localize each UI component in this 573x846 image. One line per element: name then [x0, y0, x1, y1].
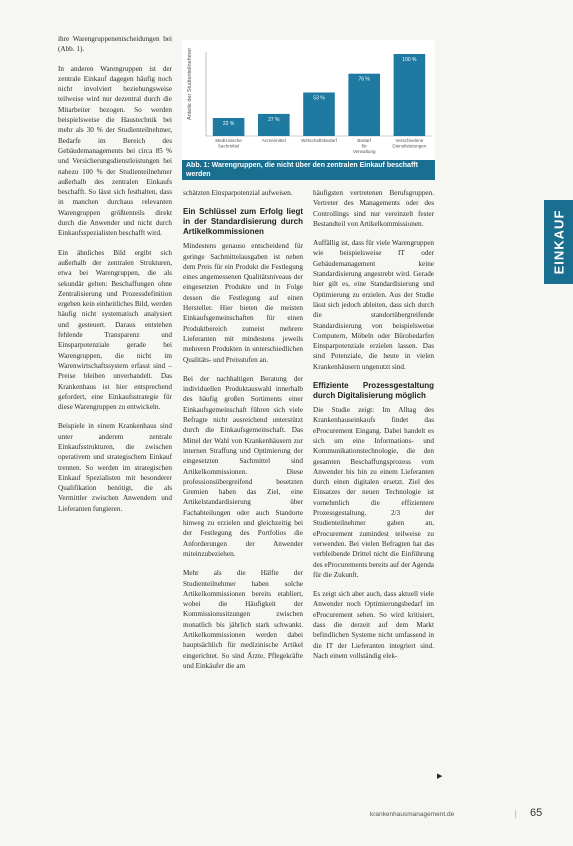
bar-value-label: 27 %: [268, 116, 280, 123]
text-column-left: [58, 34, 172, 523]
bar: [348, 74, 380, 136]
category-tick-label: Bedarf: [357, 138, 371, 143]
text-column-middle: [183, 188, 303, 680]
bar-value-label: 53 %: [313, 95, 325, 102]
bar-value-label: 76 %: [358, 76, 370, 83]
section-tab-label: EINKAUF: [551, 209, 566, 275]
paragraph: Die Studie zeigt: Im Alltag des Krankenhauseinkaufs findet das eProcurement Eingang. Dabei handelt es sich um eine Informations- und Kommunikationstechnologie, die den gesamten Beschaffungsprozess vom Anwender bis hin zu einem Lieferanten durch einen digitalen ersetzt. Ziel des Einsatzes der neuen Technologie ist vornehmlich die effizientere Prozessgestaltung. 2/3 der Studienteilnehmer gaben an, eProcurement zumindest teilweise zu verwenden. Bei vielen Befragten hat das verbleibende Drittel nicht die Einführung des eProcurements bereits auf der Agenda für die Zukunft.: [313, 406, 434, 579]
category-tick-label: für: [361, 143, 367, 149]
text-column-right: [313, 188, 434, 670]
paragraph: Ein ähnliches Bild ergibt sich außerhalb der zentralen Strukturen, etwa bei Warengruppen, die als sekundär gelten: Beschaffungen ohne Zentralisierung und Prozessdefinition ergeben kein einheitliches Bild, werden häufig nicht systematisch analysiert und gesteuert. Daraus entstehen fehlende Transparenz und Einsparpotenziale gerade bei Warengruppen, die nicht im Warenwirtschaftssystem erfasst sind – Preise bleiben unverhandelt. Das Krankenhaus ist hier entsprechend gefordert, eine Einkaufsstrategie für diese Warengruppen zu entwickeln.: [58, 248, 172, 412]
paragraph: Beispiele in einem Krankenhaus sind unter anderem zentrale Einkaufsstrukturen, die zwischen operativem und strategischem Einkauf trennen. So werden im strategischen Einkauf Spezialisten mit besonderer Qualifikation benötigt, die als Vermittler zwischen Anwendern und Lieferanten fungieren.: [58, 422, 172, 513]
paragraph: häufigsten vertretenen Berufsgruppen. Vertreter des Managements oder des Controllings sind nur vereinzelt fester Bestandteil von Artikelkommissionen.: [313, 189, 434, 228]
paragraph: Mindestens genauso entscheidend für geringe Sachmittelausgaben ist neben dem Preis für ein Produkt die Festlegung eines angemessenen Qualitätsniveaus der eingesetzten Produkte und in Folge dessen die Festlegung auf einen Hersteller. Hier bieten die meisten Einkaufsgemeinschaften für einen Produktbereich zumeist mehrere Lieferanten mit mindestens jeweils mehreren Produkten in unterschiedlichen Qualitäts- und Preisstufen an.: [183, 242, 303, 364]
bar-value-label: 100 %: [402, 57, 417, 63]
y-axis-label: Anteile der Studienteilnehmer: [187, 47, 193, 120]
paragraph: Auffällig ist, dass für viele Warengruppen wie beispielsweise IT oder Gebäudemanagement keine Standardisierung angestrebt wird. Gerade hier gilt es, eine Standardisierung und Optimierung zu erzielen. Aus der Studie lässt sich jedoch ableiten, dass sich durch die standortübergreifende Standardisierung von beispielsweise Computern, Möbeln oder Bürobedarfen Einsparpotenziale erzielen lassen. Das sind Potenziale, die heute in vielen Krankenhäusern ungenutzt sind.: [313, 239, 434, 371]
category-tick-label: Sachmittel: [217, 143, 240, 149]
footer-url: krankenhausmanagement.de: [370, 811, 455, 818]
category-tick-label: Verwaltung: [352, 149, 376, 154]
bar: [394, 54, 426, 136]
footer-separator: |: [515, 809, 517, 818]
figure: [182, 40, 435, 180]
paragraph: schätzten Einsparpotenzial aufweisen.: [183, 189, 293, 197]
category-tick-label: Medizinische: [215, 138, 242, 143]
section-heading: Ein Schlüssel zum Erfolg liegt in der Standardisierung durch Artikelkommissionen: [183, 207, 303, 237]
page-number: 65: [530, 807, 543, 819]
category-tick-label: Arzneimittel: [261, 138, 286, 143]
paragraph: Bei der nachhaltigen Beratung der individuellen Produktauswahl innerhalb des häufig großen Sortiments einer Einkaufsgemeinschaft führen sich viele Befragte nicht ausreichend unterstützt durch die Einkaufsgemeinschaft. Das Mittel der Wahl von Krankenhäusern zur internen Straffung und Optimierung der eingesetzten Sachmittel sind Artikelkommissionen. Diese professionsübergreifend besetzten Gremien haben das Ziel, eine Artikelstandardisierung über Fachabteilungen oder auch Standorte hinweg zu erzielen und gleichzeitig bei der Festlegung des Portfolios die Anforderungen der Anwender miteinzubeziehen.: [183, 374, 303, 558]
category-tick-label: Wirtschaftsbedarf: [301, 138, 337, 143]
category-tick-label: Dienstleistungen: [392, 143, 427, 149]
section-heading: Effiziente Prozessgestaltung durch Digitalisierung möglich: [313, 381, 434, 401]
bar-chart: [182, 40, 435, 160]
paragraph: Mehr als die Hälfte der Studienteilnehmer haben solche Artikelkommissionen bereits etabliert, wobei die Häufigkeit der Kommissionssitzungen zwischen monatlich bis jährlich stark schwankt. Artikelkommissionen werden dabei hauptsächlich für medizinische Artikel eingerichtet. So sind Ärzte, Pflegekräfte und Einkäufer die am: [183, 569, 303, 670]
category-tick-label: Verschiedene: [395, 138, 424, 143]
paragraph: Es zeigt sich aber auch, dass aktuell viele Anwender noch Optimierungsbedarf im eProcurement sehen. So wird kritisiert, dass die derzeit auf dem Markt befindlichen Systeme nicht umfassend in die IT der Lieferanten integriert sind. Nach einem vollständig elek-: [313, 590, 434, 660]
figure-caption: Abb. 1: Warengruppen, die nicht über den zentralen Einkauf beschafft werden: [182, 160, 435, 180]
continue-arrow-icon: ▶: [437, 772, 443, 780]
bar-value-label: 22 %: [222, 121, 235, 127]
section-tab: [544, 200, 573, 284]
paragraph: In anderen Warengruppen ist der zentrale Einkauf dagegen häufig noch nicht involviert beziehungsweise teilweise wird nur dezentral durch die Mitarbeiter bezogen. So werden beispielsweise die Haustechnik bei mehr als 30 % der Studienteilnehmer, Bedarfe im Bereich des Gebäudemanagements bei circa 85 % und Versicherungsdienstleistungen bei nahezu 100 % der Studienteilnehmer außerhalb des zentralen Einkaufs beschafft. So lässt sich festhalten, dass in manchen durchaus relevanten Warengruppen größtenteils direkt durch die Anwender und nicht durch Einkaufsspezialisten beschafft wird.: [58, 64, 172, 238]
paragraph: ihre Warengruppenentscheidungen bei (Abb. 1).: [58, 35, 172, 54]
